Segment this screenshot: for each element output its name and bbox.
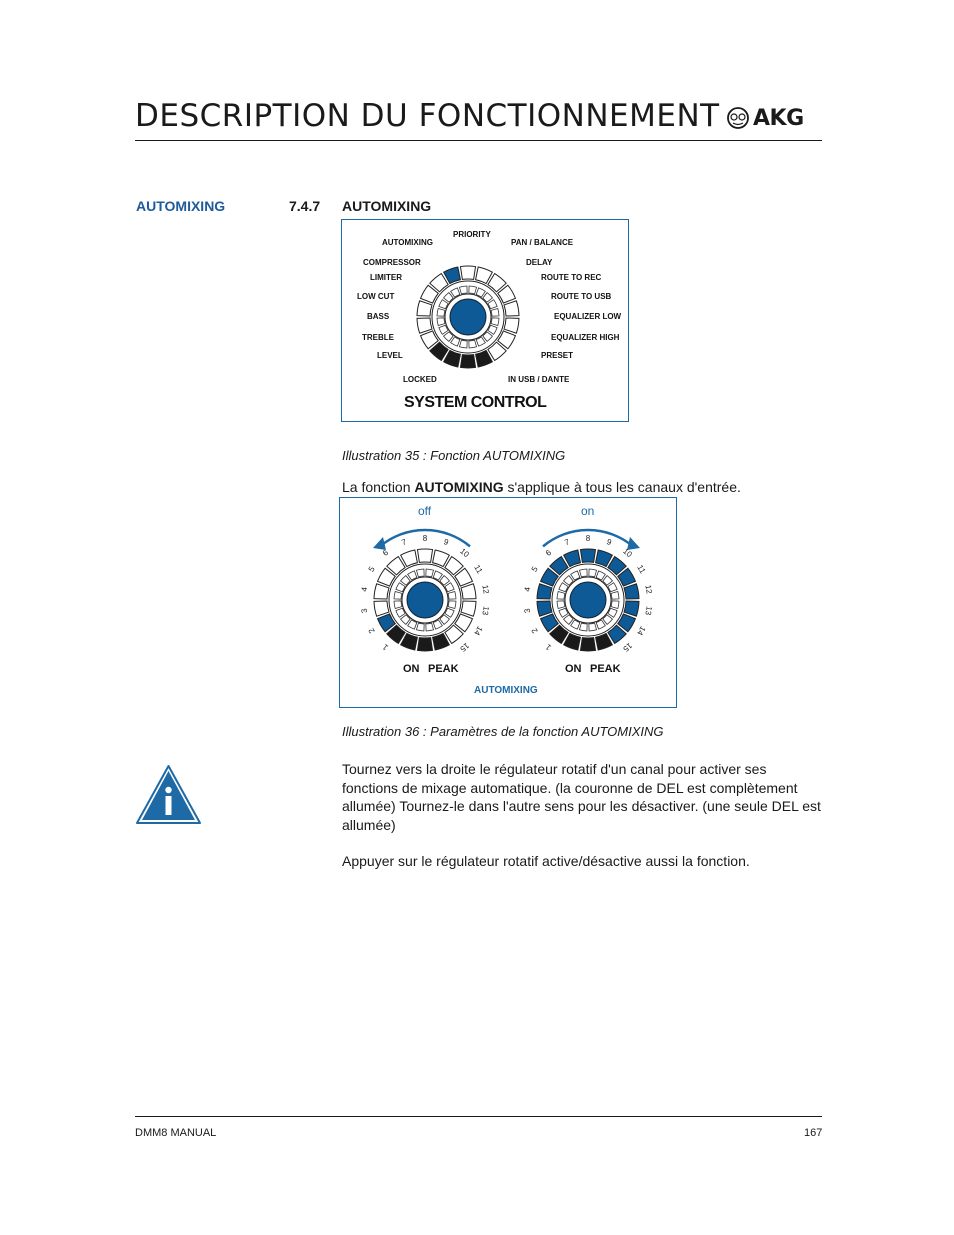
fig2-on-scale-11: 11 [635,563,648,576]
fig2-on-scale-3: 3 [522,607,533,614]
intro-bold: AUTOMIXING [414,479,504,495]
right-peak-text: PEAK [590,663,621,675]
fig2-on-scale-2: 2 [529,626,540,635]
side-heading: AUTOMIXING [136,198,226,214]
akg-logo-icon [727,107,749,129]
fig2-on-scale-4: 4 [522,586,533,593]
fig2-on-scale-14: 14 [635,624,648,637]
system-control-figure [341,219,629,422]
fig2-off-scale-5: 5 [366,565,377,574]
akg-logo [727,106,823,130]
label-automixing: AUTOMIXING [382,238,433,247]
right-on-text: ON [565,663,582,675]
header-rule [135,140,822,141]
fig2-on-scale-15: 15 [621,640,634,654]
fig1-knob-cap [450,299,486,335]
fig2-off-scale-2: 2 [366,626,377,635]
fig2-off-scale-11: 11 [472,563,485,576]
fig2-on-scale-6: 6 [543,548,554,558]
fig2-off-scale-3: 3 [359,607,370,614]
intro-suffix: s'applique à tous les canaux d'entrée. [503,479,741,495]
label-delay: DELAY [526,258,553,267]
fig1-led-13 [504,318,519,333]
label-locked: LOCKED [403,375,437,384]
footer-rule [135,1116,822,1117]
fig2-off-led-17 [417,638,432,651]
fig2-off-scale-12: 12 [480,584,491,595]
fig2-off-scale-4: 4 [359,586,370,593]
on-label: on [581,504,595,518]
label-treble: TREBLE [362,333,394,342]
fig2-on-knob-cap [570,582,606,618]
fig2-off-scale-14: 14 [472,624,485,637]
fig2-off-scale-10: 10 [458,546,471,560]
fig1-led-8 [460,266,475,279]
label-compressor: COMPRESSOR [363,258,421,267]
fig2-off-knob-cap [407,582,443,618]
fig2-on-scale-13: 13 [643,605,654,616]
fig2-on-led-3 [537,601,552,616]
fig2-off-led-8 [417,549,432,562]
fig2-off-scale-15: 15 [458,640,471,654]
fig2-on-led-12 [624,584,639,599]
fig2-off-scale-7: 7 [400,537,408,548]
fig2-off-scale-13: 13 [480,605,491,616]
footer-manual-name: DMM8 MANUAL [135,1127,217,1139]
system-control-title: SYSTEM CONTROL [404,394,547,411]
label-bass: BASS [367,312,390,321]
fig1-led-17 [460,355,475,368]
label-limiter: LIMITER [370,273,402,282]
section-title: AUTOMIXING [342,198,432,214]
label-route-to-usb: ROUTE TO USB [551,292,612,301]
fig2-off-scale-8: 8 [422,534,428,543]
left-peak-text: PEAK [428,663,459,675]
off-label: off [418,504,432,518]
fig2-on-scale-7: 7 [563,537,571,548]
fig2-off-led-3 [374,601,389,616]
fig2-on-scale-12: 12 [643,584,654,595]
fig2-off-scale-9: 9 [442,537,450,548]
info-warning-icon [135,764,202,826]
fig1-led-3 [417,318,432,333]
footer-page-number: 167 [804,1127,823,1139]
label-route-to-rec: ROUTE TO REC [541,273,602,282]
fig2-on-scale-9: 9 [605,537,613,548]
automixing-parameters-figure [339,497,677,708]
intro-prefix: La fonction [342,479,415,495]
label-equalizer-low: EQUALIZER LOW [554,312,622,321]
fig2-on-led-13 [624,601,639,616]
label-pan-balance: PAN / BALANCE [511,238,574,247]
body-paragraph-2: Appuyer sur le régulateur rotatif active/désactive aussi la fonction. [342,853,750,869]
page-title: DESCRIPTION DU FONCTIONNEMENT [135,98,720,134]
fig2-on-led-17 [580,638,595,651]
fig1-led-4 [417,301,432,316]
fig2-on-scale-1: 1 [543,642,554,652]
body-paragraph-1: Tournez vers la droite le régulateur rotatif d'un canal pour activer ses fonctions de mixage automatique. (la couronne de DEL est complètement allumée) Tournez-le dans l'autre sens pour les désactiver. (une seule DEL est allumée) [342,761,821,833]
fig2-on-scale-8: 8 [585,534,591,543]
fig2-off-led-4 [374,584,389,599]
fig2-off-led-13 [461,601,476,616]
section-number: 7.4.7 [289,198,321,214]
left-on-text: ON [403,663,420,675]
automixing-label: AUTOMIXING [474,685,538,696]
label-preset: PRESET [541,351,574,360]
logo-text: AKG [753,106,804,131]
label-level: LEVEL [377,351,403,360]
fig2-off-led-12 [461,584,476,599]
fig2-on-led-4 [537,584,552,599]
intro-sentence [342,479,741,495]
fig2-off-scale-1: 1 [380,642,391,652]
label-equalizer-high: EQUALIZER HIGH [551,333,620,342]
label-in-usb-dante: IN USB / DANTE [508,375,570,384]
label-low-cut: LOW CUT [357,292,395,301]
fig2-on-scale-5: 5 [529,565,540,574]
caption-illustration-36: Illustration 36 : Paramètres de la fonction AUTOMIXING [342,724,664,739]
label-priority: PRIORITY [453,230,491,239]
fig2-on-led-8 [580,549,595,562]
fig2-on-scale-10: 10 [621,546,634,560]
fig1-led-12 [504,301,519,316]
automixing-knobs-diagram [340,498,676,707]
caption-illustration-35: Illustration 35 : Fonction AUTOMIXING [342,448,566,463]
fig2-off-scale-6: 6 [380,548,391,558]
